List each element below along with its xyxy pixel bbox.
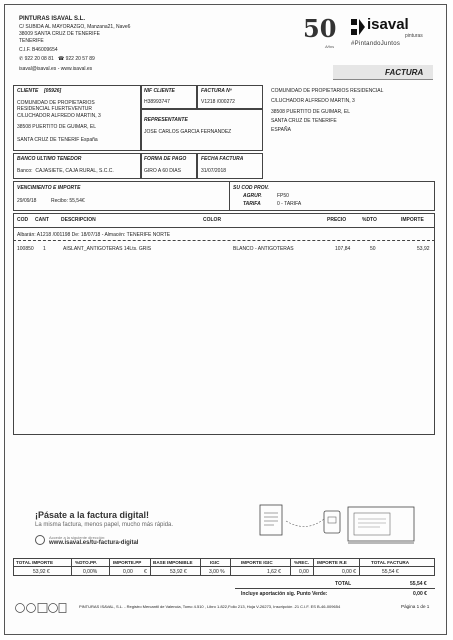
invoice-number-label: FACTURA Nº (201, 88, 232, 94)
company-address-line1: C/ SUBIDA AL MAYORAZGO, Manzana21, Nave6 (19, 24, 131, 30)
client-line: 38508 PUERTITO DE GUIMAR, EL (17, 124, 97, 130)
col-discount: %DTO (362, 217, 377, 223)
client-line: RESIDENCIAL FUERTEVENTUR (17, 106, 93, 112)
invoice-total-value: 55,54 € (382, 569, 399, 575)
client-line: C/LUCHADOR ALFREDO MARTIN, 3 (17, 113, 101, 119)
col-cant: CANT (35, 217, 49, 223)
igic-label: IGIC (210, 560, 220, 565)
promo-url[interactable]: www.isaval.es/tu-factura-digital (49, 540, 139, 546)
col-desc: DESCRIPCION (61, 217, 96, 223)
row-discount: 50 (370, 246, 376, 252)
client-line: COMUNIDAD DE PROPIETARIOS (17, 100, 95, 106)
taxable-base-label: BASE IMPONIBLE (153, 560, 193, 565)
invoice-total-label: TOTAL FACTURA (371, 560, 410, 565)
surcharge-label: %REC. (294, 560, 310, 565)
due-label: VENCIMIENTO E IMPORTE (17, 185, 81, 191)
rate-label: TARIFA (243, 201, 261, 207)
col-price: PRECIO (327, 217, 347, 223)
row-amount: 53,92 (417, 246, 430, 252)
surcharge-amount-value: 0,00 € (342, 569, 356, 575)
payment-label: FORMA DE PAGO (144, 156, 187, 162)
delivery-note-line: Albarán: A1218 /001198 De: 18/07/18 - Almacén: TENERIFE NORTE (17, 232, 171, 238)
pp-amount-value: 0,00 (123, 569, 133, 575)
pp-amount-currency: € (144, 569, 147, 575)
igic-value: 3,00 % (209, 569, 225, 575)
shipping-line: C/LUCHADOR ALFREDO MARTIN, 3 (271, 98, 355, 104)
date-value: 31/07/2018 (201, 168, 227, 174)
invoice-page (4, 4, 447, 635)
total-amount-label: TOTAL IMPORTE (16, 560, 54, 565)
green-point-label: Incluye aportación sig. Punto Verde: (241, 591, 328, 597)
col-amount: IMPORTE (401, 217, 424, 223)
pp-amount-label: IMPORTE.PP (113, 560, 142, 565)
page-number: Página 1 de 1 (401, 604, 430, 609)
shipping-line: ESPAÑA (271, 127, 291, 133)
shipping-line: 38508 PUERTITO DE GUIMAR, EL (271, 109, 351, 115)
anniversary-logo: 50 Años (303, 14, 337, 49)
client-label: CLIENTE [05926] (17, 88, 62, 94)
digital-invoice-illustration (250, 499, 430, 549)
group-value: FP50 (277, 193, 289, 199)
client-line: SANTA CRUZ DE TENERIF España (17, 137, 98, 143)
phone-icon: ✆ (19, 56, 24, 62)
shipping-line: COMUNIDAD DE PROPIETARIOS RESIDENCIAL (271, 88, 384, 94)
supplier-code-label: SU COD PROV. (233, 185, 269, 191)
promo-subtitle: La misma factura, menos papel, mucho más rápida. (35, 522, 174, 528)
col-color: COLOR (203, 217, 222, 223)
row-color: BLANCO - ANTIGOTERAS (233, 246, 294, 252)
row-desc: AISLANT_ANTIGOTERAS 14Lts. GRIS (63, 246, 152, 252)
company-cif: C.I.F. B46009654 (19, 47, 58, 53)
group-label: AGRUP. (243, 193, 262, 199)
company-name: PINTURAS ISAVAL S.L. (19, 16, 86, 22)
representative-label: REPRESENTANTE (144, 117, 188, 123)
date-label: FECHA FACTURA (201, 156, 244, 162)
total-amount-value: 53,92 € (33, 569, 50, 575)
invoice-number-value: V1218 /000272 (201, 99, 235, 105)
igic-amount-value: 1,62 € (267, 569, 281, 575)
surcharge-value: 0,00 (299, 569, 309, 575)
nif-label: NIF CLIENTE (144, 88, 175, 94)
bank-value: Banco: CAJASIETE, CAJA RURAL, S.C.C. (17, 168, 114, 174)
promo-title: ¡Pásate a la factura digital! (35, 510, 150, 520)
certification-logos (15, 601, 67, 613)
isaval-logo-icon (351, 19, 365, 35)
due-date: 29/09/18 (17, 198, 37, 204)
col-cod: COD (17, 217, 29, 223)
doc-type: FACTURA (385, 68, 424, 77)
green-point-value: 0,00 € (413, 591, 427, 597)
rate-value: 0 - TARIFA (277, 201, 302, 207)
due-amount: Recibo: 55,54€ (51, 198, 85, 204)
legal-footer: PINTURAS ISAVAL, S.L. - Registro Mercantil de Valencia, Tomo 4.510 , Libro 1.822,Folio 213, Hoja V-26273, Inscripción .21 C.I.F. ES B-46-009654 (79, 604, 341, 609)
company-address-line3: TENERIFE (19, 38, 44, 44)
bank-label: BANCO ULTIMO TENEDOR (17, 156, 82, 162)
company-address-line2: 38009 SANTA CRUZ DE TENERIFE (19, 31, 100, 37)
brand-name: isaval (367, 16, 409, 33)
taxable-base-value: 53,92 € (170, 569, 187, 575)
brand-sub: pinturas (405, 33, 423, 39)
row-cod: 100850 (17, 246, 34, 252)
surcharge-amount-label: IMPORTE R.E (317, 560, 347, 565)
representative-value: JOSE CARLOS GARCIA FERNANDEZ (144, 129, 232, 135)
brand-tagline: #PintandoJuntos (351, 41, 401, 47)
fax-icon: ☎ (57, 56, 65, 62)
pp-discount-value: 0,00% (83, 569, 98, 575)
igic-amount-label: IMPORTE IGIC (241, 560, 273, 565)
grand-total-label: TOTAL (335, 581, 352, 587)
row-price: 107,84 (335, 246, 351, 252)
globe-icon (35, 535, 45, 545)
pp-discount-label: %DTO.PP. (75, 560, 97, 565)
shipping-line: SANTA CRUZ DE TENERIFE (271, 118, 337, 124)
row-cant: 1 (43, 246, 46, 252)
payment-value: GIRO A 60 DIAS (144, 168, 181, 174)
company-email: isaval@isaval.es - www.isaval.es (19, 66, 93, 72)
promo-small: Accede a la siguiente dirección: (49, 535, 106, 540)
company-phone: ✆ 922 20 08 81 ☎ 922 20 57 89 (19, 56, 95, 62)
nif-value: H38993747 (144, 99, 170, 105)
grand-total-value: 55,54 € (410, 581, 427, 587)
